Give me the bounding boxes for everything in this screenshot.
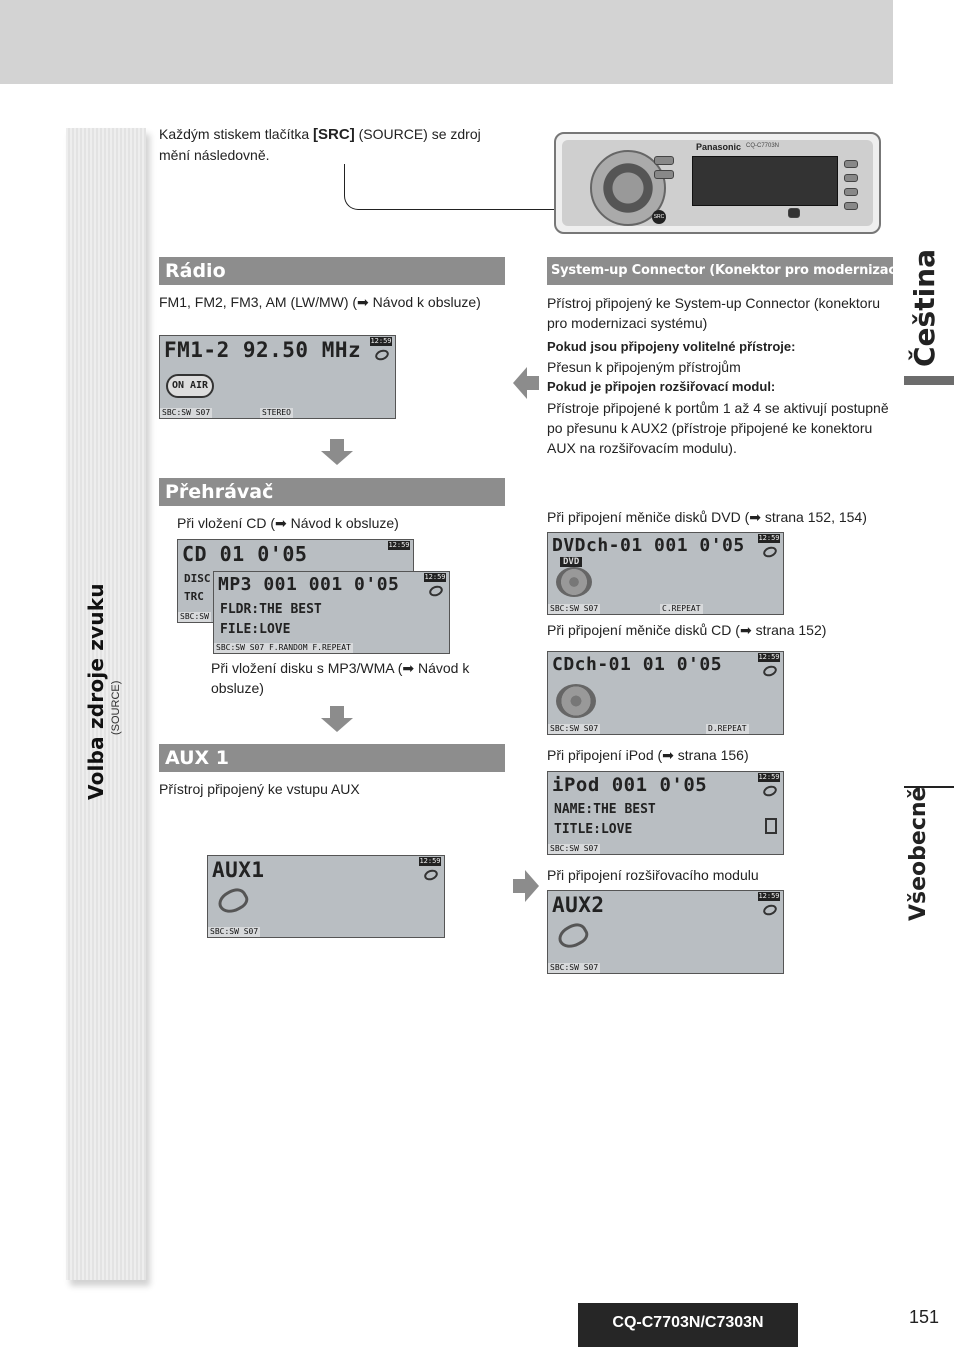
right-arrow-icon: [513, 870, 539, 902]
disc-icon: [762, 784, 779, 798]
dvd-changer-text: Při připojení měniče disků DVD (➡ strana 152, 154): [547, 509, 867, 525]
aux1-text: Přístroj připojený ke vstupu AUX: [159, 781, 360, 797]
head-unit-illustration: [554, 132, 881, 234]
cable-icon: [215, 884, 252, 918]
ipod-icon: [765, 818, 777, 834]
cd-changer-lcd: CDch-01 01 0'05 12:59 SBC:SW S07 D.REPEAT: [547, 651, 784, 735]
disc-stack-icon: [556, 684, 596, 718]
down-arrow-icon: [321, 706, 353, 732]
src-button: SRC: [652, 210, 666, 224]
aux1-heading: AUX 1: [159, 744, 505, 772]
left-arrow-icon: [513, 367, 539, 399]
device-brand: Panasonic: [696, 142, 742, 152]
systemup-opt-heading: Pokud jsou připojeny volitelné přístroje:: [547, 339, 796, 354]
disc-icon: [428, 584, 445, 598]
systemup-exp-text: Přístroje připojené k portům 1 až 4 se aktivují postupně po přesunu k AUX2 (přístroje připojené ke konektoru AUX na rozšiřovacím modulu).: [547, 400, 889, 456]
category-tab: Všeobecně: [906, 786, 931, 921]
src-key: [SRC]: [313, 126, 355, 143]
player-cd-lcd: CD 01 0'05 12:59 DISC TRC SBC:SW: [177, 539, 414, 623]
disc-icon: [423, 868, 440, 882]
radio-lcd: FM1-2 92.50 MHz 12:59 ON AIR SBC:SW S07 STEREO: [159, 335, 396, 419]
aux2-text: Při připojení rozšiřovacího modulu: [547, 867, 759, 883]
disc-icon: [762, 545, 779, 559]
systemup-opt-text: Přesun k připojeným přístrojům: [547, 359, 741, 375]
disc-stack-icon: [556, 567, 592, 597]
disc-icon: [762, 903, 779, 917]
page-number: 151: [909, 1307, 940, 1327]
device-model: CQ-C7703N: [746, 143, 780, 149]
ipod-text: Při připojení iPod (➡ strana 156): [547, 747, 749, 763]
dvd-changer-lcd: DVDch-01 001 0'05 12:59 DVD SBC:SW S07 C.REPEAT: [547, 532, 784, 615]
player-mp3-text: Při vložení disku s MP3/WMA (➡ Návod k obsluze): [211, 660, 470, 696]
player-mp3-lcd: MP3 001 001 0'05 12:59 FLDR:THE BEST FILE:LOVE SBC:SW S07 F.RANDOM F.REPEAT: [213, 571, 450, 654]
systemup-text: Přístroj připojený ke System-up Connector (konektoru pro modernizaci systému): [547, 295, 881, 331]
language-tab: Čeština: [908, 248, 941, 367]
radio-text: FM1, FM2, FM3, AM (LW/MW) (➡ Návod k obsluze): [159, 294, 481, 310]
player-heading: Přehrávač: [159, 478, 505, 506]
language-tab-bar: [904, 376, 954, 385]
ipod-lcd: iPod 001 0'05 12:59 NAME:THE BEST TITLE:LOVE SBC:SW S07: [547, 771, 784, 855]
disc-icon: [374, 348, 391, 362]
cable-icon: [555, 919, 592, 953]
aux1-lcd: AUX1 12:59 SBC:SW S07: [207, 855, 445, 938]
aux2-lcd: AUX2 12:59 SBC:SW S07: [547, 890, 784, 974]
intro-text: Každým stiskem tlačítka [SRC] (SOURCE) se zdroj mění následovně.: [159, 126, 481, 163]
side-section-subtitle: (SOURCE): [110, 680, 122, 735]
disc-icon: [762, 664, 779, 678]
systemup-exp-heading: Pokud je připojen rozšiřovací modul:: [547, 379, 776, 394]
systemup-heading: System-up Connector (Konektor pro modernizaci systému): [547, 257, 893, 285]
player-cd-text: Při vložení CD (➡ Návod k obsluze): [177, 515, 399, 531]
on-air-badge: ON AIR: [166, 374, 214, 398]
device-display: [692, 156, 838, 206]
side-section-title: Volba zdroje zvuku: [84, 583, 108, 800]
top-band: [0, 0, 893, 84]
down-arrow-icon: [321, 439, 353, 465]
model-label: CQ-C7703N/C7303N: [578, 1303, 798, 1347]
cd-changer-text: Při připojení měniče disků CD (➡ strana 152): [547, 622, 827, 638]
radio-heading: Rádio: [159, 257, 505, 285]
